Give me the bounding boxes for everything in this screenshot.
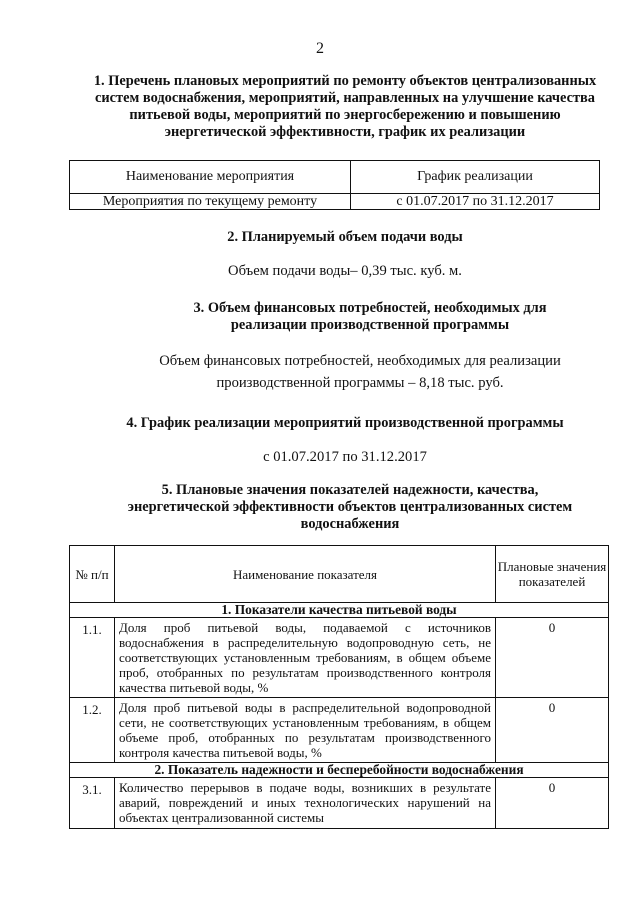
header-schedule: График реализации [351, 161, 600, 194]
header-planned-value: Плановые значения показателей [496, 546, 609, 603]
group-title: 1. Показатели качества питьевой воды [70, 603, 609, 618]
indicator-name-cell [115, 778, 496, 829]
group-row-reliability [70, 763, 609, 778]
section-2-title: 2. Планируемый объем подачи воды [227, 229, 463, 245]
table-row [70, 194, 600, 210]
header-indicator-name: Наименование показателя [115, 546, 496, 603]
activities-table [69, 160, 600, 210]
page-number: 2 [316, 40, 324, 57]
indicator-name: Количество перерывов в подаче воды, возникших в результате аварий, повреждений и иных технологических нарушений на объектах централизованной системы [119, 780, 491, 825]
section-4-title: 4. График реализации мероприятий производственной программы [126, 415, 564, 431]
row-number: 1.2. [70, 698, 115, 763]
activity-schedule-cell: с 01.07.2017 по 31.12.2017 [351, 194, 600, 210]
section-3-title: 3. Объем финансовых потребностей, необходимых для реализации производственной программы [193, 300, 547, 333]
indicator-name: Доля проб питьевой воды в распределительной водопроводной сети, не соответствующих установленным требованиям, в общем объеме проб, отобранных по результатам производственного контроля качества питьевой воды, % [115, 698, 496, 763]
row-number: 1.1. [70, 618, 115, 698]
schedule-text: с 01.07.2017 по 31.12.2017 [263, 449, 427, 465]
table-row [70, 618, 609, 698]
indicator-value: 0 [496, 618, 609, 698]
activity-name-cell: Мероприятия по текущему ремонту [70, 194, 351, 210]
group-title: 2. Показатель надежности и бесперебойности водоснабжения [70, 763, 609, 778]
header-activity-name: Наименование мероприятия [70, 161, 351, 194]
activities-table-header [70, 161, 600, 194]
indicator-value: 0 [496, 698, 609, 763]
group-row-quality [70, 603, 609, 618]
section-5-title: 5. Плановые значения показателей надежности, качества, энергетической эффективности объектов централизованных систем водоснабжения [127, 482, 573, 532]
table-row [70, 778, 609, 829]
row-number: 3.1. [70, 778, 115, 829]
financial-needs-text: Объем финансовых потребностей, необходимых для реализации производственной программы – 8,18 тыс. руб. [159, 353, 561, 391]
indicators-table [69, 545, 609, 829]
table-row [70, 698, 609, 763]
indicator-name: Доля проб питьевой воды, подаваемой с источников водоснабжения в распределительную водопроводную сеть, не соответствующих установленным требованиям, в общем объеме проб, отобранных по результатам производственного контроля качества питьевой воды, % [115, 618, 496, 698]
section-1-title: 1. Перечень плановых мероприятий по ремонту объектов централизованных систем водоснабжения, мероприятий, направленных на улучшение качества питьевой воды, мероприятий по энергосбережению и повышению энергетической эффективности, график их реализации [93, 73, 597, 140]
header-number: № п/п [70, 546, 115, 603]
indicators-table-header [70, 546, 609, 603]
indicator-value: 0 [496, 778, 609, 829]
water-supply-volume-text: Объем подачи воды– 0,39 тыс. куб. м. [228, 263, 462, 279]
